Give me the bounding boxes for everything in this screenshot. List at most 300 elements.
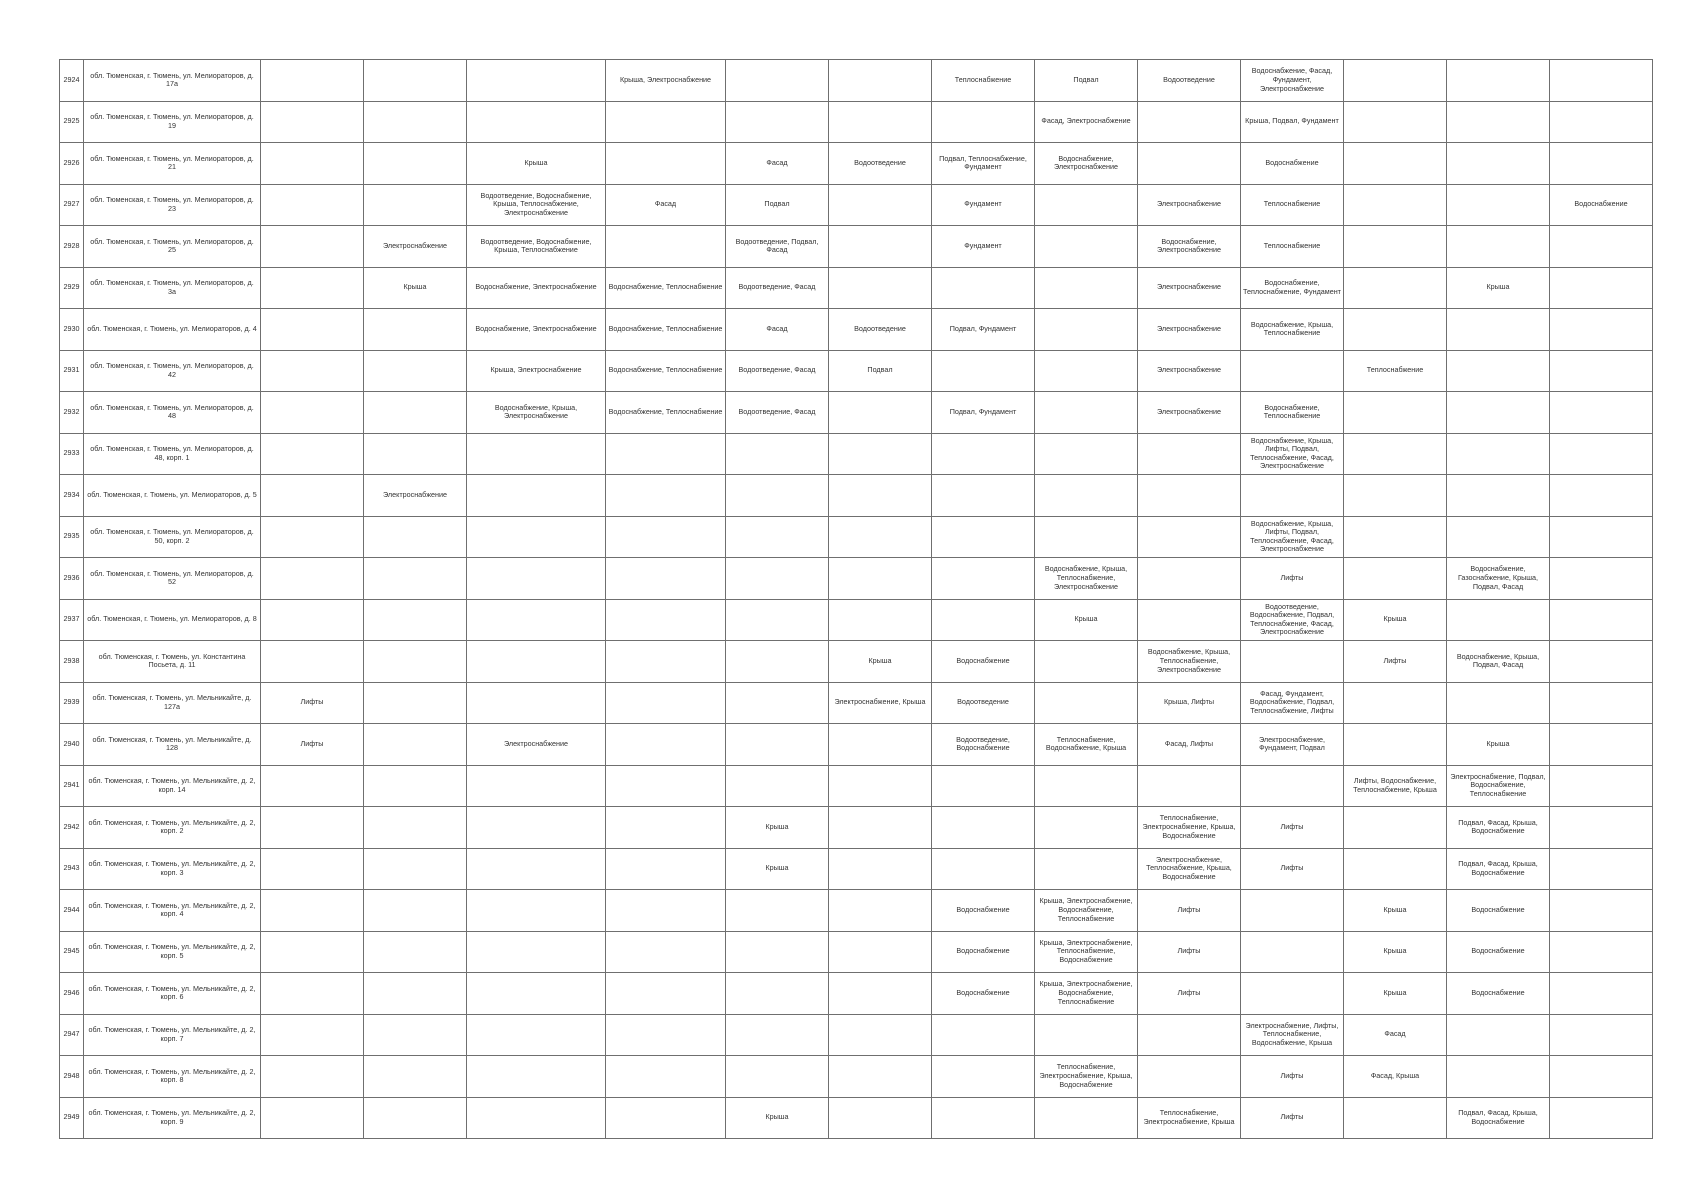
work-type-cell [1447,226,1550,268]
work-type-cell [606,475,726,517]
repair-schedule-table [59,59,1653,1139]
work-type-cell: Водоснабжение, Крыша, Лифты, Подвал, Теплоснабжение, Фасад, Электроснабжение [1241,433,1344,475]
address-cell: обл. Тюменская, г. Тюмень, ул. Мелиораторов, д. 48 [84,392,261,434]
work-type-cell [606,682,726,724]
work-type-cell [726,973,829,1015]
work-type-cell: Водоснабжение, Электроснабжение [1035,143,1138,185]
work-type-cell: Фасад, Электроснабжение [1035,101,1138,143]
work-type-cell [932,765,1035,807]
work-type-cell [364,101,467,143]
work-type-cell [364,143,467,185]
work-type-cell [1344,309,1447,351]
work-type-cell [261,931,364,973]
work-type-cell: Водоотведение, Фасад [726,392,829,434]
address-cell: обл. Тюменская, г. Тюмень, ул. Мелиораторов, д. 19 [84,101,261,143]
work-type-cell [1035,392,1138,434]
work-type-cell [932,101,1035,143]
work-type-cell [261,1014,364,1056]
work-type-cell [1447,1014,1550,1056]
work-type-cell: Водоснабжение, Крыша, Теплоснабжение, Электроснабжение [1138,641,1241,683]
work-type-cell [1447,433,1550,475]
work-type-cell: Лифты [1138,931,1241,973]
work-type-cell: Фасад [726,143,829,185]
work-type-cell [364,350,467,392]
work-type-cell [261,599,364,641]
work-type-cell: Электроснабжение [1138,309,1241,351]
work-type-cell [1138,516,1241,558]
work-type-cell [1550,267,1653,309]
work-type-cell [1344,516,1447,558]
work-type-cell [364,1097,467,1139]
work-type-cell [1550,931,1653,973]
address-cell: обл. Тюменская, г. Тюмень, ул. Мельникайте, д. 128 [84,724,261,766]
row-number-cell: 2937 [60,599,84,641]
work-type-cell [467,1056,606,1098]
work-type-cell [364,973,467,1015]
work-type-cell [1241,641,1344,683]
work-type-cell: Водоотведение, Водоснабжение [932,724,1035,766]
work-type-cell: Подвал, Фундамент [932,309,1035,351]
work-type-cell: Водоснабжение, Теплоснабжение [606,267,726,309]
work-type-cell [1035,1097,1138,1139]
work-type-cell [829,848,932,890]
table-row [60,724,1653,766]
work-type-cell: Крыша, Лифты [1138,682,1241,724]
work-type-cell: Крыша [726,848,829,890]
work-type-cell [1035,309,1138,351]
work-type-cell [261,1097,364,1139]
work-type-cell [829,558,932,600]
work-type-cell: Водоснабжение, Теплоснабжение [1241,392,1344,434]
work-type-cell [467,101,606,143]
work-type-cell [261,392,364,434]
table-row [60,60,1653,102]
work-type-cell [1447,516,1550,558]
work-type-cell [261,267,364,309]
work-type-cell [1344,724,1447,766]
row-number-cell: 2942 [60,807,84,849]
work-type-cell [467,682,606,724]
work-type-cell [606,973,726,1015]
work-type-cell [467,60,606,102]
work-type-cell [1550,765,1653,807]
address-cell: обл. Тюменская, г. Тюмень, ул. Мелиораторов, д. 3а [84,267,261,309]
work-type-cell [1550,1097,1653,1139]
work-type-cell [261,973,364,1015]
table-row [60,931,1653,973]
work-type-cell [1344,848,1447,890]
work-type-cell: Водоснабжение, Теплоснабжение [606,392,726,434]
work-type-cell [261,101,364,143]
work-type-cell [932,1014,1035,1056]
work-type-cell: Лифты [1344,641,1447,683]
work-type-cell: Подвал [1035,60,1138,102]
work-type-cell [606,1097,726,1139]
address-cell: обл. Тюменская, г. Тюмень, ул. Мельникайте, д. 2, корп. 7 [84,1014,261,1056]
work-type-cell [726,558,829,600]
work-type-cell: Подвал, Теплоснабжение, Фундамент [932,143,1035,185]
work-type-cell [606,931,726,973]
table-row [60,973,1653,1015]
work-type-cell [1550,682,1653,724]
work-type-cell [829,1056,932,1098]
work-type-cell: Водоснабжение, Теплоснабжение [606,350,726,392]
work-type-cell [1447,350,1550,392]
work-type-cell [932,558,1035,600]
work-type-cell [1035,848,1138,890]
work-type-cell [1344,1097,1447,1139]
address-cell: обл. Тюменская, г. Тюмень, ул. Мельникайте, д. 127а [84,682,261,724]
address-cell: обл. Тюменская, г. Тюмень, ул. Мельникайте, д. 2, корп. 14 [84,765,261,807]
address-cell: обл. Тюменская, г. Тюмень, ул. Мелиораторов, д. 25 [84,226,261,268]
work-type-cell: Теплоснабжение, Водоснабжение, Крыша [1035,724,1138,766]
table-row [60,101,1653,143]
work-type-cell [829,973,932,1015]
work-type-cell [829,60,932,102]
work-type-cell: Крыша [1344,973,1447,1015]
work-type-cell [1550,1014,1653,1056]
row-number-cell: 2929 [60,267,84,309]
work-type-cell [467,973,606,1015]
work-type-cell: Водоснабжение [1447,973,1550,1015]
work-type-cell [726,890,829,932]
work-type-cell [726,1014,829,1056]
work-type-cell: Лифты [1241,1056,1344,1098]
table-row [60,682,1653,724]
work-type-cell: Подвал [726,184,829,226]
row-number-cell: 2943 [60,848,84,890]
work-type-cell: Водоотведение, Фасад [726,267,829,309]
work-type-cell [726,1056,829,1098]
work-type-cell [726,931,829,973]
row-number-cell: 2948 [60,1056,84,1098]
work-type-cell [829,101,932,143]
work-type-cell: Фундамент [932,226,1035,268]
work-type-cell: Крыша [467,143,606,185]
work-type-cell [364,392,467,434]
work-type-cell: Водоснабжение [932,931,1035,973]
work-type-cell: Лифты, Водоснабжение, Теплоснабжение, Крыша [1344,765,1447,807]
work-type-cell [1241,765,1344,807]
work-type-cell: Крыша [726,807,829,849]
address-cell: обл. Тюменская, г. Тюмень, ул. Мельникайте, д. 2, корп. 3 [84,848,261,890]
work-type-cell [261,641,364,683]
work-type-cell [1550,641,1653,683]
work-type-cell [606,101,726,143]
work-type-cell [606,1014,726,1056]
work-type-cell [261,143,364,185]
work-type-cell [1138,1014,1241,1056]
work-type-cell [1035,765,1138,807]
work-type-cell [1138,101,1241,143]
work-type-cell [829,267,932,309]
work-type-cell [1344,184,1447,226]
work-type-cell: Водоснабжение, Крыша, Электроснабжение [467,392,606,434]
work-type-cell [1035,807,1138,849]
work-type-cell: Водоснабжение, Фасад, Фундамент, Электроснабжение [1241,60,1344,102]
work-type-cell [364,558,467,600]
work-type-cell [932,433,1035,475]
work-type-cell [364,433,467,475]
work-type-cell [1344,807,1447,849]
work-type-cell: Водоотведение, Водоснабжение, Подвал, Теплоснабжение, Фасад, Электроснабжение [1241,599,1344,641]
work-type-cell [1035,184,1138,226]
work-type-cell: Фасад, Крыша [1344,1056,1447,1098]
work-type-cell: Электроснабжение [467,724,606,766]
work-type-cell [606,433,726,475]
work-type-cell [1550,1056,1653,1098]
table-row [60,599,1653,641]
work-type-cell [261,350,364,392]
address-cell: обл. Тюменская, г. Тюмень, ул. Мелиораторов, д. 42 [84,350,261,392]
work-type-cell [1344,60,1447,102]
work-type-cell [364,1014,467,1056]
work-type-cell [606,143,726,185]
address-cell: обл. Тюменская, г. Тюмень, ул. Мельникайте, д. 2, корп. 8 [84,1056,261,1098]
row-number-cell: 2931 [60,350,84,392]
row-number-cell: 2946 [60,973,84,1015]
address-cell: обл. Тюменская, г. Тюмень, ул. Мелиораторов, д. 52 [84,558,261,600]
work-type-cell: Крыша, Электроснабжение, Теплоснабжение, Водоснабжение [1035,931,1138,973]
work-type-cell [1344,226,1447,268]
table-row [60,1014,1653,1056]
work-type-cell: Водоснабжение, Теплоснабжение, Фундамент [1241,267,1344,309]
work-type-cell [261,558,364,600]
work-type-cell: Подвал, Фундамент [932,392,1035,434]
work-type-cell [726,599,829,641]
work-type-cell [932,267,1035,309]
work-type-cell [467,641,606,683]
work-type-cell [364,848,467,890]
work-type-cell: Водоотведение, Водоснабжение, Крыша, Теплоснабжение [467,226,606,268]
work-type-cell [829,184,932,226]
work-type-cell [1344,267,1447,309]
row-number-cell: 2940 [60,724,84,766]
work-type-cell [364,931,467,973]
address-cell: обл. Тюменская, г. Тюмень, ул. Константина Посьета, д. 11 [84,641,261,683]
work-type-cell [467,1014,606,1056]
work-type-cell: Водоснабжение [932,890,1035,932]
work-type-cell: Фасад [1344,1014,1447,1056]
table-row [60,392,1653,434]
work-type-cell [261,807,364,849]
row-number-cell: 2925 [60,101,84,143]
work-type-cell [1344,682,1447,724]
work-type-cell [1035,226,1138,268]
row-number-cell: 2928 [60,226,84,268]
row-number-cell: 2934 [60,475,84,517]
work-type-cell [1344,475,1447,517]
row-number-cell: 2927 [60,184,84,226]
work-type-cell: Подвал, Фасад, Крыша, Водоснабжение [1447,848,1550,890]
work-type-cell [1138,558,1241,600]
table-row [60,143,1653,185]
work-type-cell [261,475,364,517]
table-row [60,184,1653,226]
work-type-cell [1241,931,1344,973]
work-type-cell [1035,516,1138,558]
table-row [60,226,1653,268]
work-type-cell: Электроснабжение, Теплоснабжение, Крыша, Водоснабжение [1138,848,1241,890]
work-type-cell: Крыша [1035,599,1138,641]
work-type-cell [467,475,606,517]
address-cell: обл. Тюменская, г. Тюмень, ул. Мелиораторов, д. 48, корп. 1 [84,433,261,475]
work-type-cell [364,682,467,724]
work-type-cell [1550,101,1653,143]
work-type-cell [261,309,364,351]
row-number-cell: 2941 [60,765,84,807]
work-type-cell: Водоснабжение [1447,931,1550,973]
work-type-cell: Лифты [261,724,364,766]
work-type-cell [1550,973,1653,1015]
row-number-cell: 2932 [60,392,84,434]
work-type-cell [1241,475,1344,517]
work-type-cell [467,599,606,641]
row-number-cell: 2933 [60,433,84,475]
table-row [60,807,1653,849]
work-type-cell [1138,599,1241,641]
work-type-cell: Крыша [364,267,467,309]
work-type-cell [932,599,1035,641]
work-type-cell [261,226,364,268]
work-type-cell [1344,392,1447,434]
row-number-cell: 2938 [60,641,84,683]
work-type-cell [829,226,932,268]
work-type-cell [1550,226,1653,268]
address-cell: обл. Тюменская, г. Тюмень, ул. Мелиораторов, д. 5 [84,475,261,517]
work-type-cell: Теплоснабжение [1241,184,1344,226]
work-type-cell [829,1097,932,1139]
table-row [60,890,1653,932]
work-type-cell [364,807,467,849]
work-type-cell [606,765,726,807]
work-type-cell [261,516,364,558]
work-type-cell [606,848,726,890]
work-type-cell: Водоотведение [1138,60,1241,102]
work-type-cell: Водоотведение, Подвал, Фасад [726,226,829,268]
work-type-cell [1035,641,1138,683]
work-type-cell: Электроснабжение [364,226,467,268]
work-type-cell [829,516,932,558]
address-cell: обл. Тюменская, г. Тюмень, ул. Мелиораторов, д. 21 [84,143,261,185]
work-type-cell [1550,392,1653,434]
work-type-cell [932,1097,1035,1139]
work-type-cell: Фасад [606,184,726,226]
work-type-cell [364,765,467,807]
work-type-cell [467,931,606,973]
work-type-cell [829,724,932,766]
work-type-cell: Водоснабжение [932,641,1035,683]
work-type-cell [467,433,606,475]
work-type-cell: Водоснабжение, Крыша, Теплоснабжение [1241,309,1344,351]
work-type-cell: Теплоснабжение [1241,226,1344,268]
work-type-cell: Электроснабжение, Крыша [829,682,932,724]
row-number-cell: 2947 [60,1014,84,1056]
address-cell: обл. Тюменская, г. Тюмень, ул. Мелиораторов, д. 8 [84,599,261,641]
work-type-cell: Электроснабжение [1138,392,1241,434]
work-type-cell [606,807,726,849]
work-type-cell [261,765,364,807]
work-type-cell [606,641,726,683]
work-type-cell [1138,143,1241,185]
work-type-cell [1550,516,1653,558]
work-type-cell [1035,267,1138,309]
work-type-cell [1447,101,1550,143]
work-type-cell [606,724,726,766]
work-type-cell [829,1014,932,1056]
work-type-cell [726,516,829,558]
table-row [60,558,1653,600]
work-type-cell: Крыша, Электроснабжение, Водоснабжение, Теплоснабжение [1035,973,1138,1015]
work-type-cell [1550,807,1653,849]
work-type-cell: Водоснабжение, Электроснабжение [467,309,606,351]
work-type-cell [1241,890,1344,932]
work-type-cell: Водоснабжение [1447,890,1550,932]
work-type-cell: Подвал, Фасад, Крыша, Водоснабжение [1447,807,1550,849]
work-type-cell [467,890,606,932]
work-type-cell [932,350,1035,392]
work-type-cell [606,558,726,600]
row-number-cell: 2930 [60,309,84,351]
work-type-cell [1241,973,1344,1015]
work-type-cell: Водоснабжение, Электроснабжение [467,267,606,309]
work-type-cell [1138,765,1241,807]
work-type-cell [1138,433,1241,475]
work-type-cell: Крыша [1344,931,1447,973]
row-number-cell: 2935 [60,516,84,558]
work-type-cell [726,682,829,724]
work-type-cell [829,765,932,807]
address-cell: обл. Тюменская, г. Тюмень, ул. Мельникайте, д. 2, корп. 4 [84,890,261,932]
work-type-cell [364,890,467,932]
work-type-cell [1447,682,1550,724]
work-type-cell: Подвал, Фасад, Крыша, Водоснабжение [1447,1097,1550,1139]
work-type-cell [829,392,932,434]
work-type-cell: Фундамент [932,184,1035,226]
row-number-cell: 2939 [60,682,84,724]
work-type-cell: Водоснабжение [1550,184,1653,226]
work-type-cell: Теплоснабжение, Электроснабжение, Крыша [1138,1097,1241,1139]
work-type-cell [1344,143,1447,185]
work-type-cell: Водоотведение [932,682,1035,724]
work-type-cell [1035,1014,1138,1056]
work-type-cell [1550,309,1653,351]
work-type-cell: Теплоснабжение [932,60,1035,102]
work-type-cell: Водоотведение [829,309,932,351]
work-type-cell [932,848,1035,890]
work-type-cell [1138,1056,1241,1098]
work-type-cell [261,1056,364,1098]
work-type-cell [829,931,932,973]
work-type-cell: Теплоснабжение [1344,350,1447,392]
table-row [60,309,1653,351]
work-type-cell [1550,724,1653,766]
work-type-cell: Водоснабжение, Электроснабжение [1138,226,1241,268]
work-type-cell [1447,1056,1550,1098]
work-type-cell: Крыша [829,641,932,683]
work-type-cell: Электроснабжение [1138,267,1241,309]
table-row [60,475,1653,517]
work-type-cell [467,848,606,890]
work-type-cell [1447,475,1550,517]
work-type-cell [726,641,829,683]
work-type-cell [1550,60,1653,102]
address-cell: обл. Тюменская, г. Тюмень, ул. Мельникайте, д. 2, корп. 6 [84,973,261,1015]
address-cell: обл. Тюменская, г. Тюмень, ул. Мельникайте, д. 2, корп. 2 [84,807,261,849]
table-row [60,267,1653,309]
row-number-cell: 2936 [60,558,84,600]
work-type-cell: Водоснабжение [932,973,1035,1015]
